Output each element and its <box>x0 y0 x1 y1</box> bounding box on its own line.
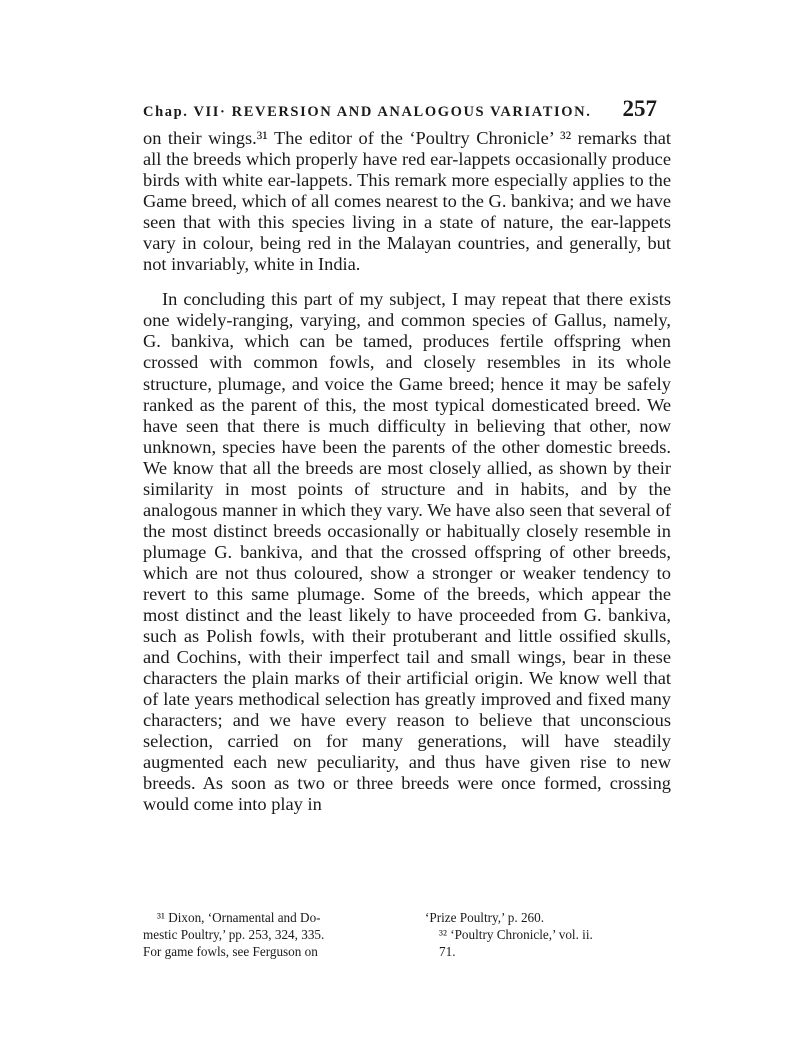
footnote-32-line-2: 71. <box>439 944 456 959</box>
footnote-31-line-3: For game fowls, see Ferguson on <box>143 944 318 959</box>
running-head: Chap. VII· REVERSION AND ANALOGOUS VARIATION. <box>143 104 592 120</box>
footnote-column-left <box>143 909 411 960</box>
page-number: 257 <box>622 96 657 121</box>
footnote-column-right <box>425 909 657 960</box>
paragraph-1: on their wings.³¹ The editor of the ‘Poultry Chronicle’ ³² remarks that all the breeds which properly have red ear-lappets occasionally produce birds with white ear-lappets. This remark more especially applies to the Game breed, which of all comes nearest to the G. bankiva; and we have seen that with this species living in a state of nature, the ear-lappets vary in colour, being red in the Malayan countries, and generally, but not invariably, white in India. <box>143 128 671 275</box>
page-header <box>143 96 657 122</box>
footnotes <box>143 909 657 960</box>
footnote-31-line-2: mestic Poultry,’ pp. 253, 324, 335. <box>143 927 325 942</box>
footnote-31-line-1: ³¹ Dixon, ‘Ornamental and Do- <box>157 910 321 925</box>
body-text <box>143 128 671 816</box>
footnote-32-line-1: ³² ‘Poultry Chronicle,’ vol. ii. <box>439 927 593 942</box>
paragraph-2: In concluding this part of my subject, I may repeat that there exists one widely-ranging, varying, and common species of Gallus, namely, G. bankiva, which can be tamed, produces fertile offspring when crossed with common fowls, and closely resembles in its whole structure, plumage, and voice the Game breed; hence it may be safely ranked as the parent of this, the most typical domesticated breed. We have seen that there is much difficulty in believing that other, now unknown, species have been the parents of the other domestic breeds. We know that all the breeds are most closely allied, as shown by their similarity in most points of structure and in habits, and by the analogous manner in which they vary. We have also seen that several of the most distinct breeds occasionally or habitually closely resemble in plumage G. bankiva, and that the crossed offspring of other breeds, which are not thus coloured, show a stronger or weaker tendency to revert to this same plumage. Some of the breeds, which appear the most distinct and the least likely to have proceeded from G. bankiva, such as Polish fowls, with their protuberant and little ossified skulls, and Cochins, with their imperfect tail and small wings, bear in these characters the plain marks of their artificial origin. We know well that of late years methodical selection has greatly improved and fixed many characters; and we have every reason to believe that unconscious selection, carried on for many generations, will have steadily augmented each new peculiarity, and thus have given rise to new breeds. As soon as two or three breeds were once formed, crossing would come into play in <box>143 289 671 815</box>
footnote-31-continued: ‘Prize Poultry,’ p. 260. <box>425 910 545 925</box>
